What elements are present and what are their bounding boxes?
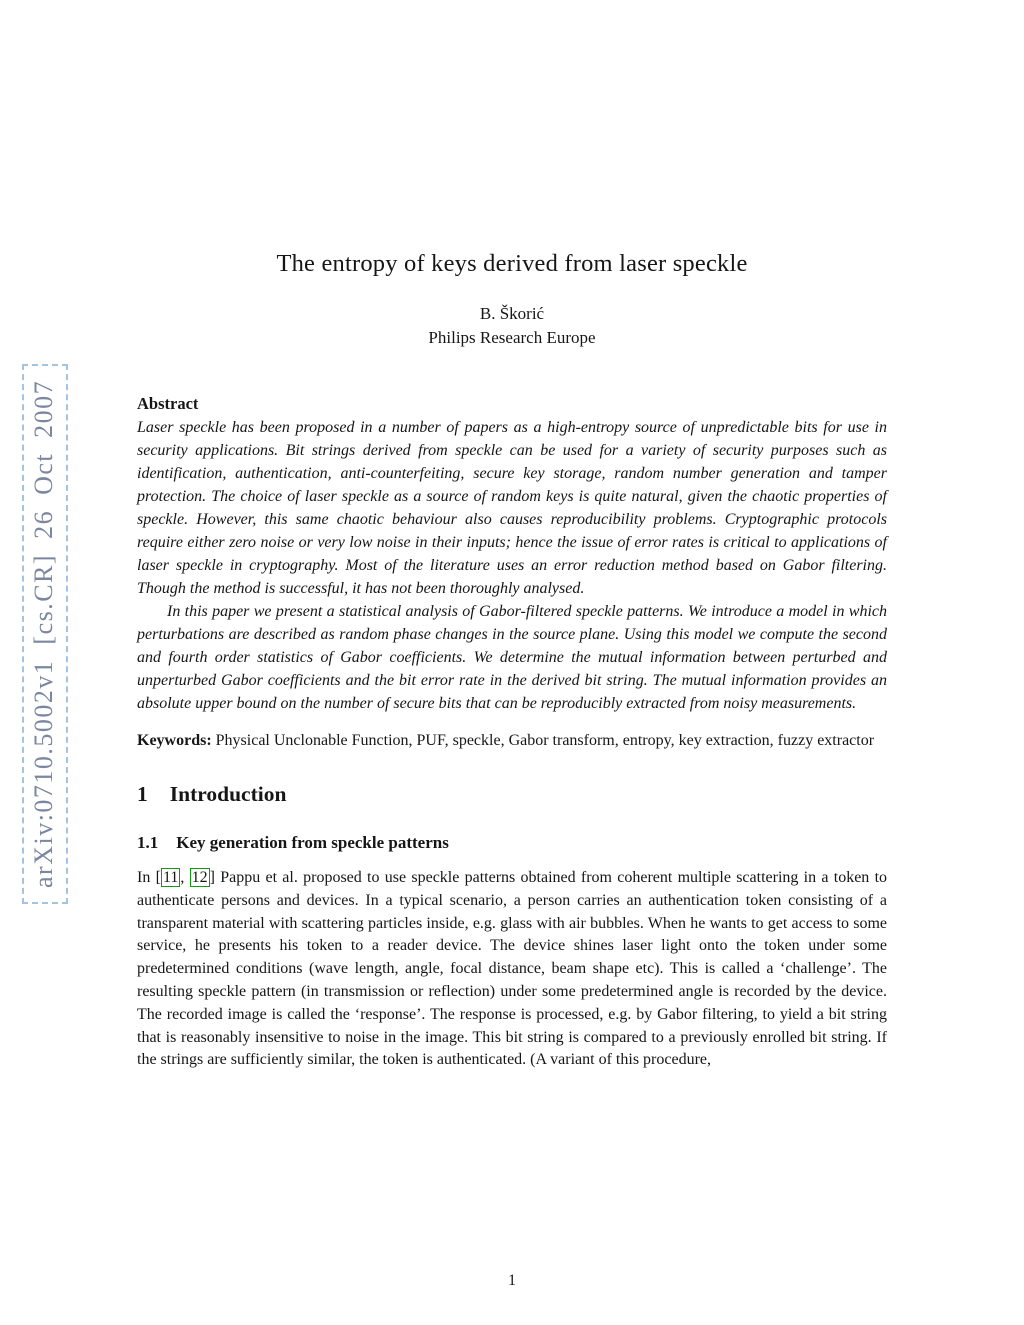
keywords-paragraph [137, 729, 887, 752]
abstract-heading: Abstract [137, 394, 199, 413]
section-1-1-heading [137, 833, 887, 853]
section-1-heading [137, 782, 887, 807]
section-1-number: 1 [137, 782, 148, 806]
section-1-title: Introduction [169, 782, 287, 806]
citation-separator: , [180, 869, 190, 886]
intro-paragraph [137, 867, 887, 1072]
keywords-label: Keywords: [137, 732, 212, 749]
author-affiliation: Philips Research Europe [428, 328, 596, 347]
page-number: 1 [508, 1272, 516, 1289]
author-name: B. Škorić [479, 304, 545, 323]
intro-paragraph-text-pre: In [ [137, 869, 161, 886]
citation-link-11[interactable]: 11 [162, 869, 179, 886]
keywords-text: Physical Unclonable Function, PUF, speckle, Gabor transform, entropy, key extraction, fuzzy extractor [215, 732, 875, 749]
section-1-1-number: 1.1 [137, 833, 159, 852]
paper-content-column [137, 0, 887, 1072]
intro-paragraph-text-post: ] Pappu et al. proposed to use speckle patterns obtained from coherent multiple scattering in a token to authenticate persons and devices. In a typical scenario, a person carries an authentication token consisting of a transparent material with scattering particles inside, e.g. glass with air bubbles. When he wants to get access to some service, he presents his token to a reader device. The device shines laser light onto the token under some predetermined conditions (wave length, angle, focal distance, beam shape etc). This is called a ‘challenge’. The resulting speckle pattern (in transmission or reflection) under some predetermined angle is recorded by the device. The recorded image is called the ‘response’. The response is processed, e.g. by Gabor filtering, to yield a bit string that is reasonably insensitive to noise in the image. This bit string is compared to a previously enrolled bit string. If the strings are sufficiently similar, the token is authenticated. (A variant of this procedure, [137, 869, 888, 1069]
abstract-paragraph-2: In this paper we present a statistical analysis of Gabor-filtered speckle patterns. We introduce a model in which perturbations are described as random phase changes in the source plane. Using this model we compute the second and fourth order statistics of Gabor coefficients. We determine the mutual information between perturbed and unperturbed Gabor coefficients and the bit error rate in the derived bit string. The mutual information provides an absolute upper bound on the number of secure bits that can be reproducibly extracted from noisy measurements. [137, 603, 887, 712]
arxiv-watermark: arXiv:0710.5002v1 [cs.CR] 26 Oct 2007 [22, 364, 68, 904]
section-1-1-title: Key generation from speckle patterns [176, 833, 449, 852]
paper-title: The entropy of keys derived from laser speckle [276, 250, 748, 277]
abstract-paragraph-1: Laser speckle has been proposed in a number of papers as a high-entropy source of unpredictable bits for use in security applications. Bit strings derived from speckle can be used for a variety of security purposes such as identification, authentication, anti-counterfeiting, secure key storage, random number generation and tamper protection. The choice of laser speckle as a source of random keys is quite natural, given the chaotic properties of speckle. However, this same chaotic behaviour also causes reproducibility problems. Cryptographic protocols require either zero noise or very low noise in their inputs; hence the issue of error rates is critical to applications of laser speckle in cryptography. Most of the literature uses an error reduction method based on Gabor filtering. Though the method is successful, it has not been thoroughly analysed. [137, 419, 887, 597]
citation-link-12[interactable]: 12 [191, 869, 208, 886]
